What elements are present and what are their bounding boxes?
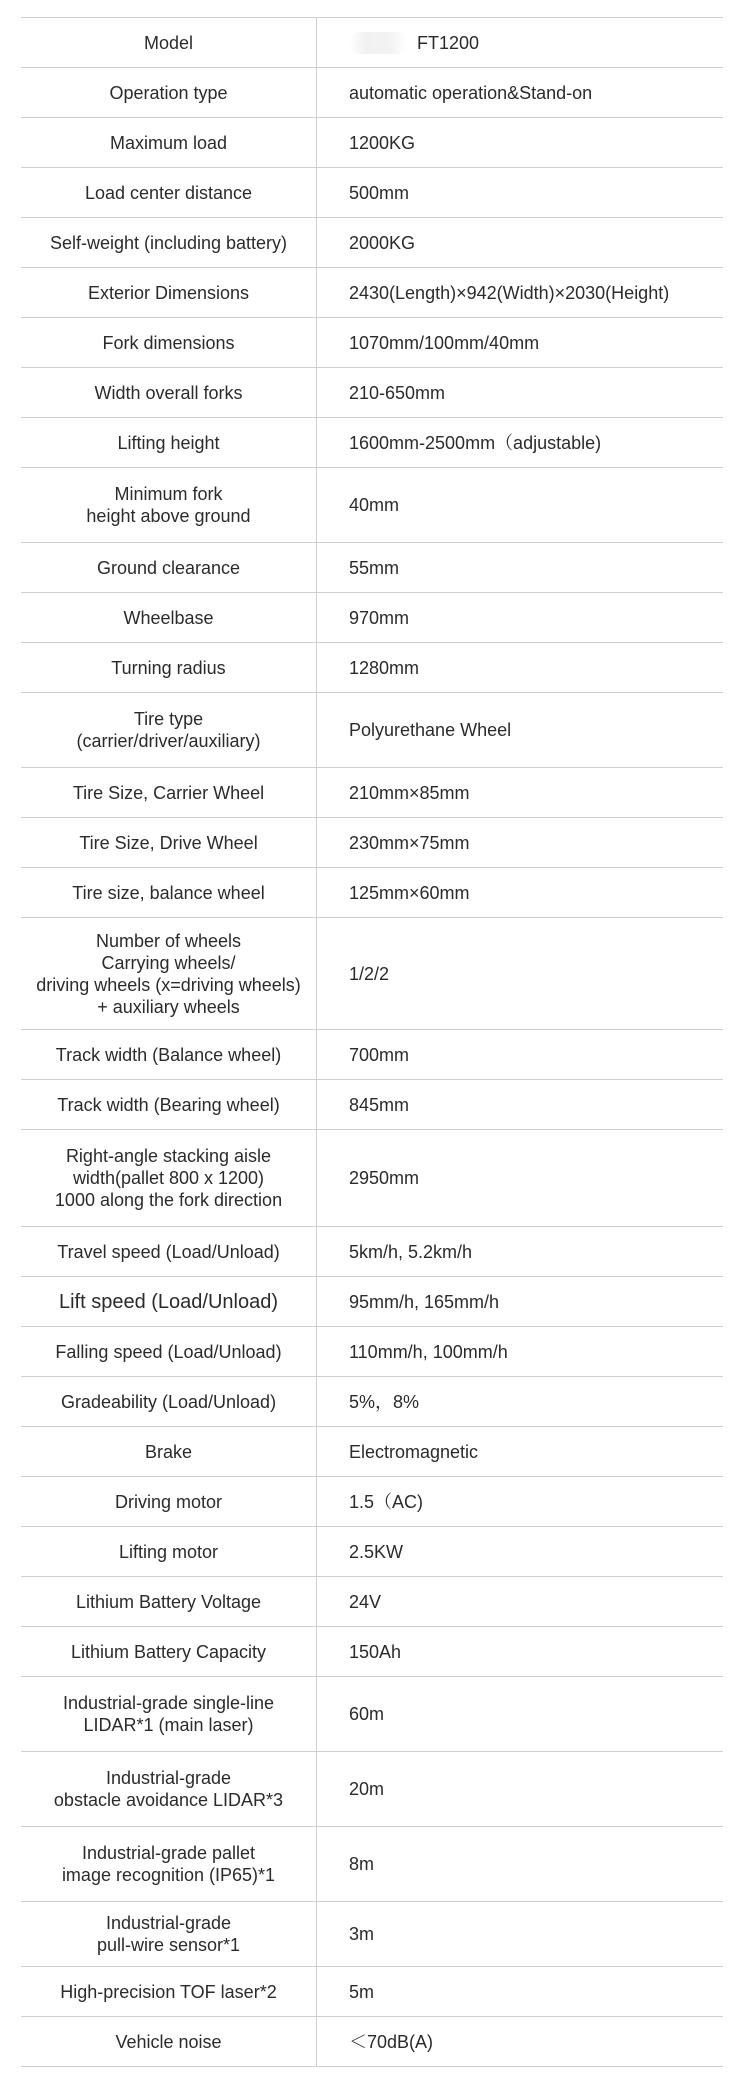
spec-row — [21, 1827, 723, 1902]
spec-row — [21, 1427, 723, 1477]
spec-row — [21, 868, 723, 918]
spec-value — [317, 218, 723, 267]
spec-row — [21, 318, 723, 368]
spec-value — [317, 1752, 723, 1826]
spec-value-text: 1/2/2 — [349, 963, 390, 984]
spec-row — [21, 1130, 723, 1227]
spec-label: Wheelbase — [21, 593, 317, 642]
spec-row — [21, 1527, 723, 1577]
spec-row — [21, 1080, 723, 1130]
spec-value-text: FT1200 — [417, 32, 480, 53]
spec-value — [317, 118, 723, 167]
spec-value — [317, 418, 723, 467]
spec-value — [317, 168, 723, 217]
spec-value-text: 60m — [349, 1704, 385, 1724]
spec-value — [317, 693, 723, 767]
spec-value — [317, 593, 723, 642]
spec-label: Load center distance — [21, 168, 317, 217]
spec-label: Travel speed (Load/Unload) — [21, 1227, 317, 1276]
spec-value-text: 40mm — [349, 495, 400, 515]
spec-value-text: 845mm — [349, 1094, 410, 1115]
spec-row — [21, 18, 723, 68]
spec-row — [21, 693, 723, 768]
redacted-mark — [349, 32, 407, 54]
spec-value-text: 1200KG — [349, 132, 416, 153]
spec-label: Turning radius — [21, 643, 317, 692]
spec-value-text: 1600mm-2500mm（adjustable) — [349, 432, 602, 453]
spec-value-text: 1070mm/100mm/40mm — [349, 332, 540, 353]
spec-label: Lithium Battery Voltage — [21, 1577, 317, 1626]
spec-value-text: 2950mm — [349, 1168, 420, 1188]
spec-label: Lift speed (Load/Unload) — [21, 1277, 317, 1326]
spec-label: Industrial-grade obstacle avoidance LIDAR*3 — [21, 1752, 317, 1826]
spec-label: Fork dimensions — [21, 318, 317, 367]
spec-value — [317, 368, 723, 417]
spec-value-text: Electromagnetic — [349, 1441, 479, 1462]
spec-row — [21, 918, 723, 1030]
spec-value — [317, 1080, 723, 1129]
spec-row — [21, 218, 723, 268]
spec-value-text: 55mm — [349, 557, 400, 578]
spec-value-text: 110mm/h, 100mm/h — [349, 1341, 508, 1362]
spec-label: Tire Size, Drive Wheel — [21, 818, 317, 867]
spec-value — [317, 68, 723, 117]
spec-label: Right-angle stacking aisle width(pallet 800 x 1200) 1000 along the fork direction — [21, 1130, 317, 1226]
spec-row — [21, 1967, 723, 2017]
spec-value — [317, 543, 723, 592]
spec-value — [317, 1967, 723, 2016]
spec-label: Track width (Balance wheel) — [21, 1030, 317, 1079]
spec-value-text: 5km/h, 5.2km/h — [349, 1241, 473, 1262]
spec-value — [317, 1902, 723, 1966]
spec-row — [21, 768, 723, 818]
spec-row — [21, 543, 723, 593]
spec-row — [21, 818, 723, 868]
spec-label: Maximum load — [21, 118, 317, 167]
spec-label: Industrial-grade pull-wire sensor*1 — [21, 1902, 317, 1966]
spec-value-text: ＜70dB(A) — [349, 2031, 434, 2052]
spec-label: Driving motor — [21, 1477, 317, 1526]
spec-label: Lifting motor — [21, 1527, 317, 1576]
spec-value-text: 1.5（AC) — [349, 1491, 424, 1512]
spec-label: Number of wheels Carrying wheels/ driving wheels (x=driving wheels) + auxiliary wheels — [21, 918, 317, 1029]
spec-row — [21, 468, 723, 543]
spec-label: Industrial-grade single-line LIDAR*1 (main laser) — [21, 1677, 317, 1751]
spec-table — [21, 17, 723, 2067]
spec-label: Lifting height — [21, 418, 317, 467]
spec-value — [317, 2017, 723, 2066]
spec-label: Gradeability (Load/Unload) — [21, 1377, 317, 1426]
spec-value-text: 700mm — [349, 1044, 410, 1065]
spec-row — [21, 1277, 723, 1327]
spec-row — [21, 1030, 723, 1080]
spec-row — [21, 1577, 723, 1627]
spec-row — [21, 1627, 723, 1677]
spec-value-text: 5m — [349, 1981, 375, 2002]
spec-row — [21, 1227, 723, 1277]
spec-value-text: Polyurethane Wheel — [349, 720, 512, 740]
spec-row — [21, 1377, 723, 1427]
spec-row — [21, 1752, 723, 1827]
spec-value-text: 210mm×85mm — [349, 782, 470, 803]
spec-label: Width overall forks — [21, 368, 317, 417]
spec-row — [21, 1477, 723, 1527]
spec-label: Industrial-grade pallet image recognition (IP65)*1 — [21, 1827, 317, 1901]
spec-label: Tire Size, Carrier Wheel — [21, 768, 317, 817]
spec-value-text: 2.5KW — [349, 1541, 404, 1562]
spec-value-text: 8m — [349, 1854, 375, 1874]
spec-value-text: 20m — [349, 1779, 385, 1799]
spec-label: Self-weight (including battery) — [21, 218, 317, 267]
spec-label: Falling speed (Load/Unload) — [21, 1327, 317, 1376]
spec-value — [317, 918, 723, 1029]
spec-label: Track width (Bearing wheel) — [21, 1080, 317, 1129]
spec-value-text: 150Ah — [349, 1641, 402, 1662]
spec-value — [317, 1527, 723, 1576]
spec-value-text: automatic operation&Stand-on — [349, 82, 593, 103]
spec-value-text: 24V — [349, 1591, 382, 1612]
spec-value — [317, 1627, 723, 1676]
spec-value-text: 230mm×75mm — [349, 832, 470, 853]
spec-value — [317, 868, 723, 917]
spec-value — [317, 468, 723, 542]
spec-value-text: 500mm — [349, 182, 410, 203]
spec-label: Operation type — [21, 68, 317, 117]
spec-label: Tire size, balance wheel — [21, 868, 317, 917]
spec-value-text: 210-650mm — [349, 382, 446, 403]
spec-row — [21, 1902, 723, 1967]
spec-value — [317, 268, 723, 317]
spec-value — [317, 1130, 723, 1226]
spec-label: High-precision TOF laser*2 — [21, 1967, 317, 2016]
spec-value-text: 1280mm — [349, 657, 420, 678]
spec-row — [21, 418, 723, 468]
spec-row — [21, 168, 723, 218]
spec-value-text: 5%，8% — [349, 1391, 420, 1412]
spec-value — [317, 643, 723, 692]
spec-row — [21, 68, 723, 118]
spec-value — [317, 18, 723, 67]
spec-value — [317, 1677, 723, 1751]
spec-value — [317, 318, 723, 367]
spec-label: Tire type (carrier/driver/auxiliary) — [21, 693, 317, 767]
spec-value — [317, 1427, 723, 1476]
spec-value — [317, 818, 723, 867]
spec-value — [317, 1030, 723, 1079]
spec-label: Exterior Dimensions — [21, 268, 317, 317]
spec-label: Minimum fork height above ground — [21, 468, 317, 542]
spec-row — [21, 1677, 723, 1752]
spec-value — [317, 1377, 723, 1426]
spec-label: Model — [21, 18, 317, 67]
spec-value-text: 95mm/h, 165mm/h — [349, 1291, 500, 1312]
spec-row — [21, 268, 723, 318]
spec-row — [21, 643, 723, 693]
spec-value — [317, 1277, 723, 1326]
spec-row — [21, 2017, 723, 2067]
spec-row — [21, 368, 723, 418]
spec-row — [21, 593, 723, 643]
spec-value-text: 970mm — [349, 607, 410, 628]
spec-value — [317, 1577, 723, 1626]
spec-value-text: 125mm×60mm — [349, 882, 470, 903]
spec-value-text: 2430(Length)×942(Width)×2030(Height) — [349, 282, 670, 303]
spec-label: Brake — [21, 1427, 317, 1476]
spec-value — [317, 1227, 723, 1276]
spec-value-text: 2000KG — [349, 232, 416, 253]
spec-value — [317, 1327, 723, 1376]
spec-value — [317, 1827, 723, 1901]
spec-value — [317, 768, 723, 817]
spec-label: Lithium Battery Capacity — [21, 1627, 317, 1676]
spec-value-text: 3m — [349, 1924, 375, 1944]
spec-value — [317, 1477, 723, 1526]
spec-row — [21, 118, 723, 168]
spec-label: Vehicle noise — [21, 2017, 317, 2066]
spec-label: Ground clearance — [21, 543, 317, 592]
spec-row — [21, 1327, 723, 1377]
